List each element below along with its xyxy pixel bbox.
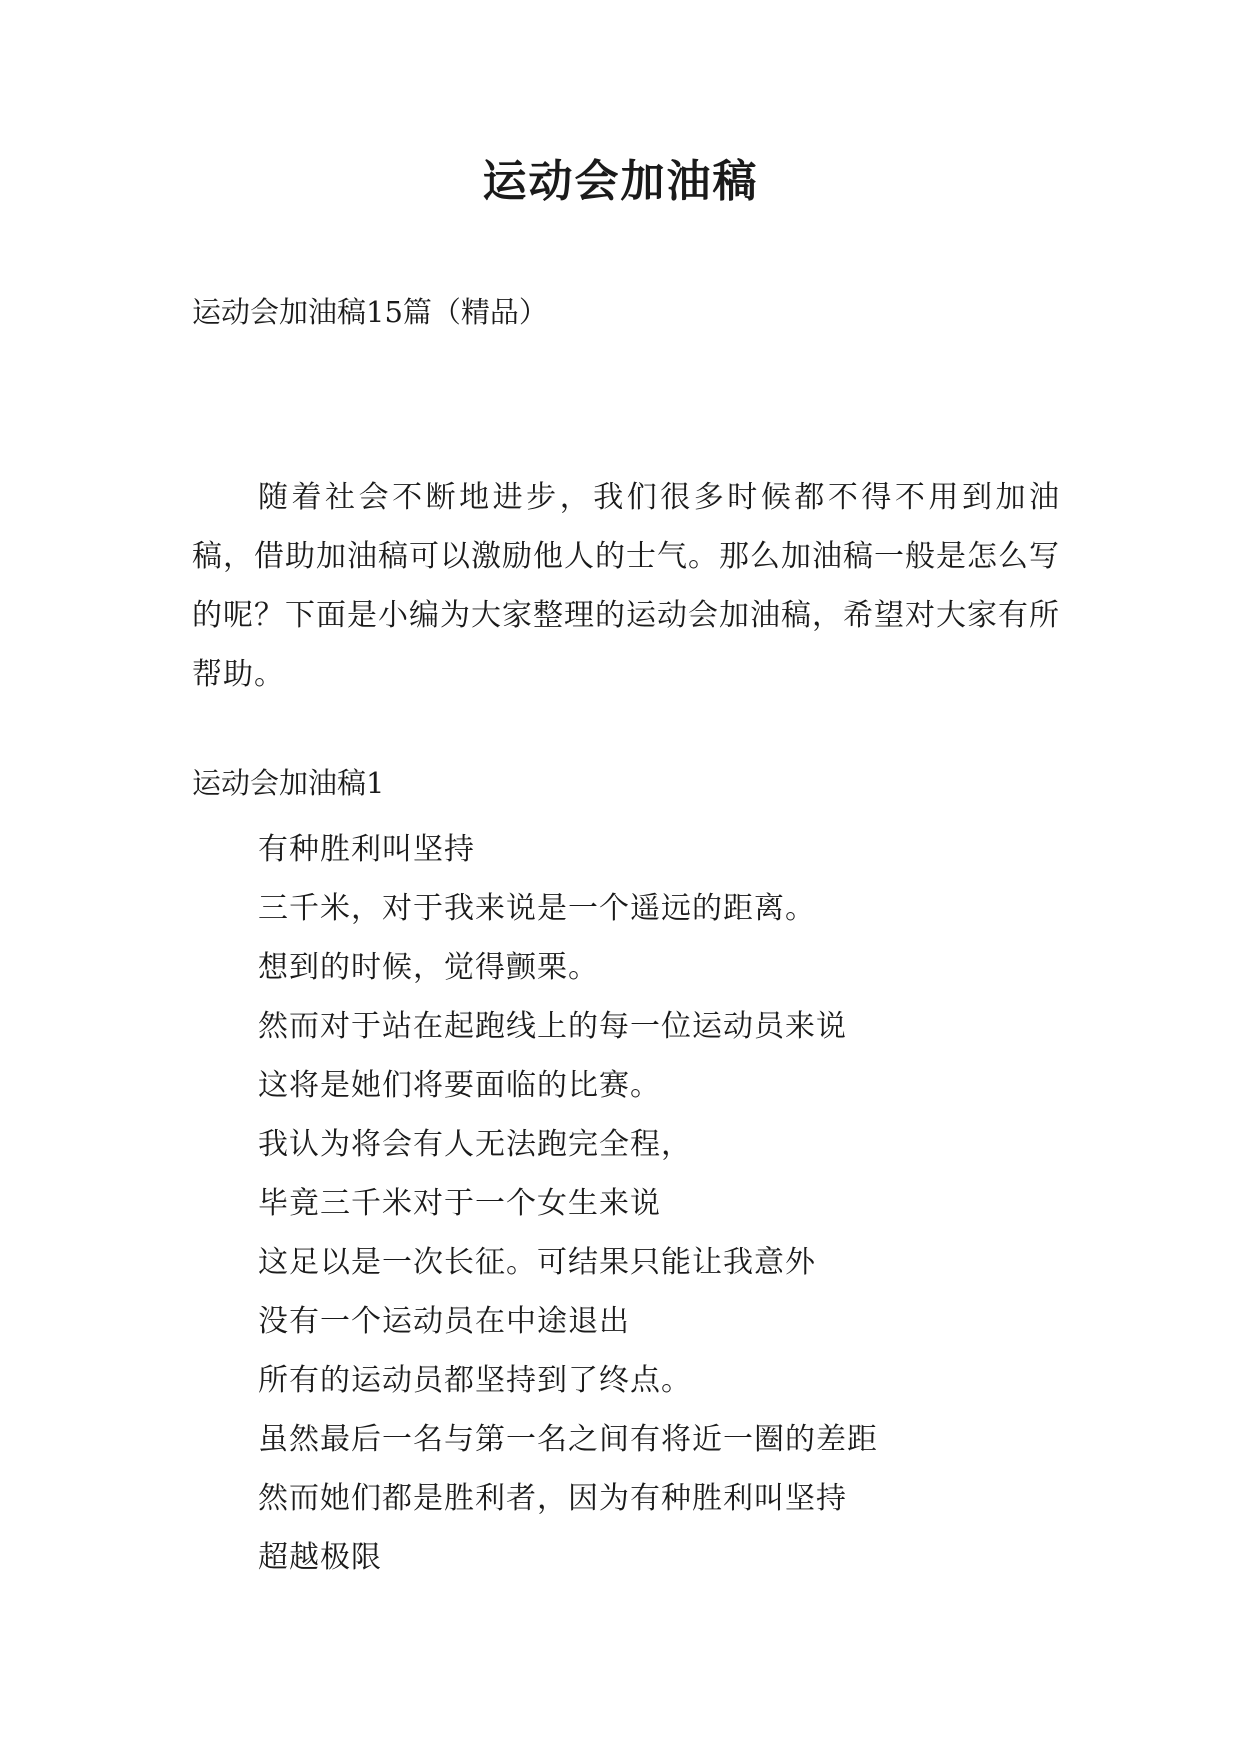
poem-line: 有种胜利叫坚持 xyxy=(258,832,475,867)
poem-line: 然而对于站在起跑线上的每一位运动员来说 xyxy=(258,1009,847,1044)
poem-line: 然而她们都是胜利者，因为有种胜利叫坚持 xyxy=(258,1481,847,1516)
document-title: 运动会加油稿 xyxy=(482,156,759,207)
poem-line: 毕竟三千米对于一个女生来说 xyxy=(258,1186,661,1221)
poem-line: 三千米，对于我来说是一个遥远的距离。 xyxy=(258,891,816,926)
poem-line: 我认为将会有人无法跑完全程， xyxy=(258,1127,692,1162)
poem-line: 超越极限 xyxy=(258,1540,382,1575)
document-subtitle: 运动会加油稿15篇（精品） xyxy=(192,295,548,329)
poem-lines xyxy=(258,820,878,1587)
section-title: 运动会加油稿1 xyxy=(192,766,385,800)
poem-line: 所有的运动员都坚持到了终点。 xyxy=(258,1363,692,1398)
poem-line: 虽然最后一名与第一名之间有将近一圈的差距 xyxy=(258,1422,878,1457)
poem-line: 没有一个运动员在中途退出 xyxy=(258,1304,630,1339)
intro-paragraph: 随着社会不断地进步，我们很多时候都不得不用到加油稿，借助加油稿可以激励他人的士气。那么加油稿一般是怎么写的呢？下面是小编为大家整理的运动会加油稿，希望对大家有所帮助。 xyxy=(192,480,1060,692)
poem-line: 这足以是一次长征。可结果只能让我意外 xyxy=(258,1245,816,1280)
poem-line: 想到的时候，觉得颤栗。 xyxy=(258,950,599,985)
poem-line: 这将是她们将要面临的比赛。 xyxy=(258,1068,661,1103)
